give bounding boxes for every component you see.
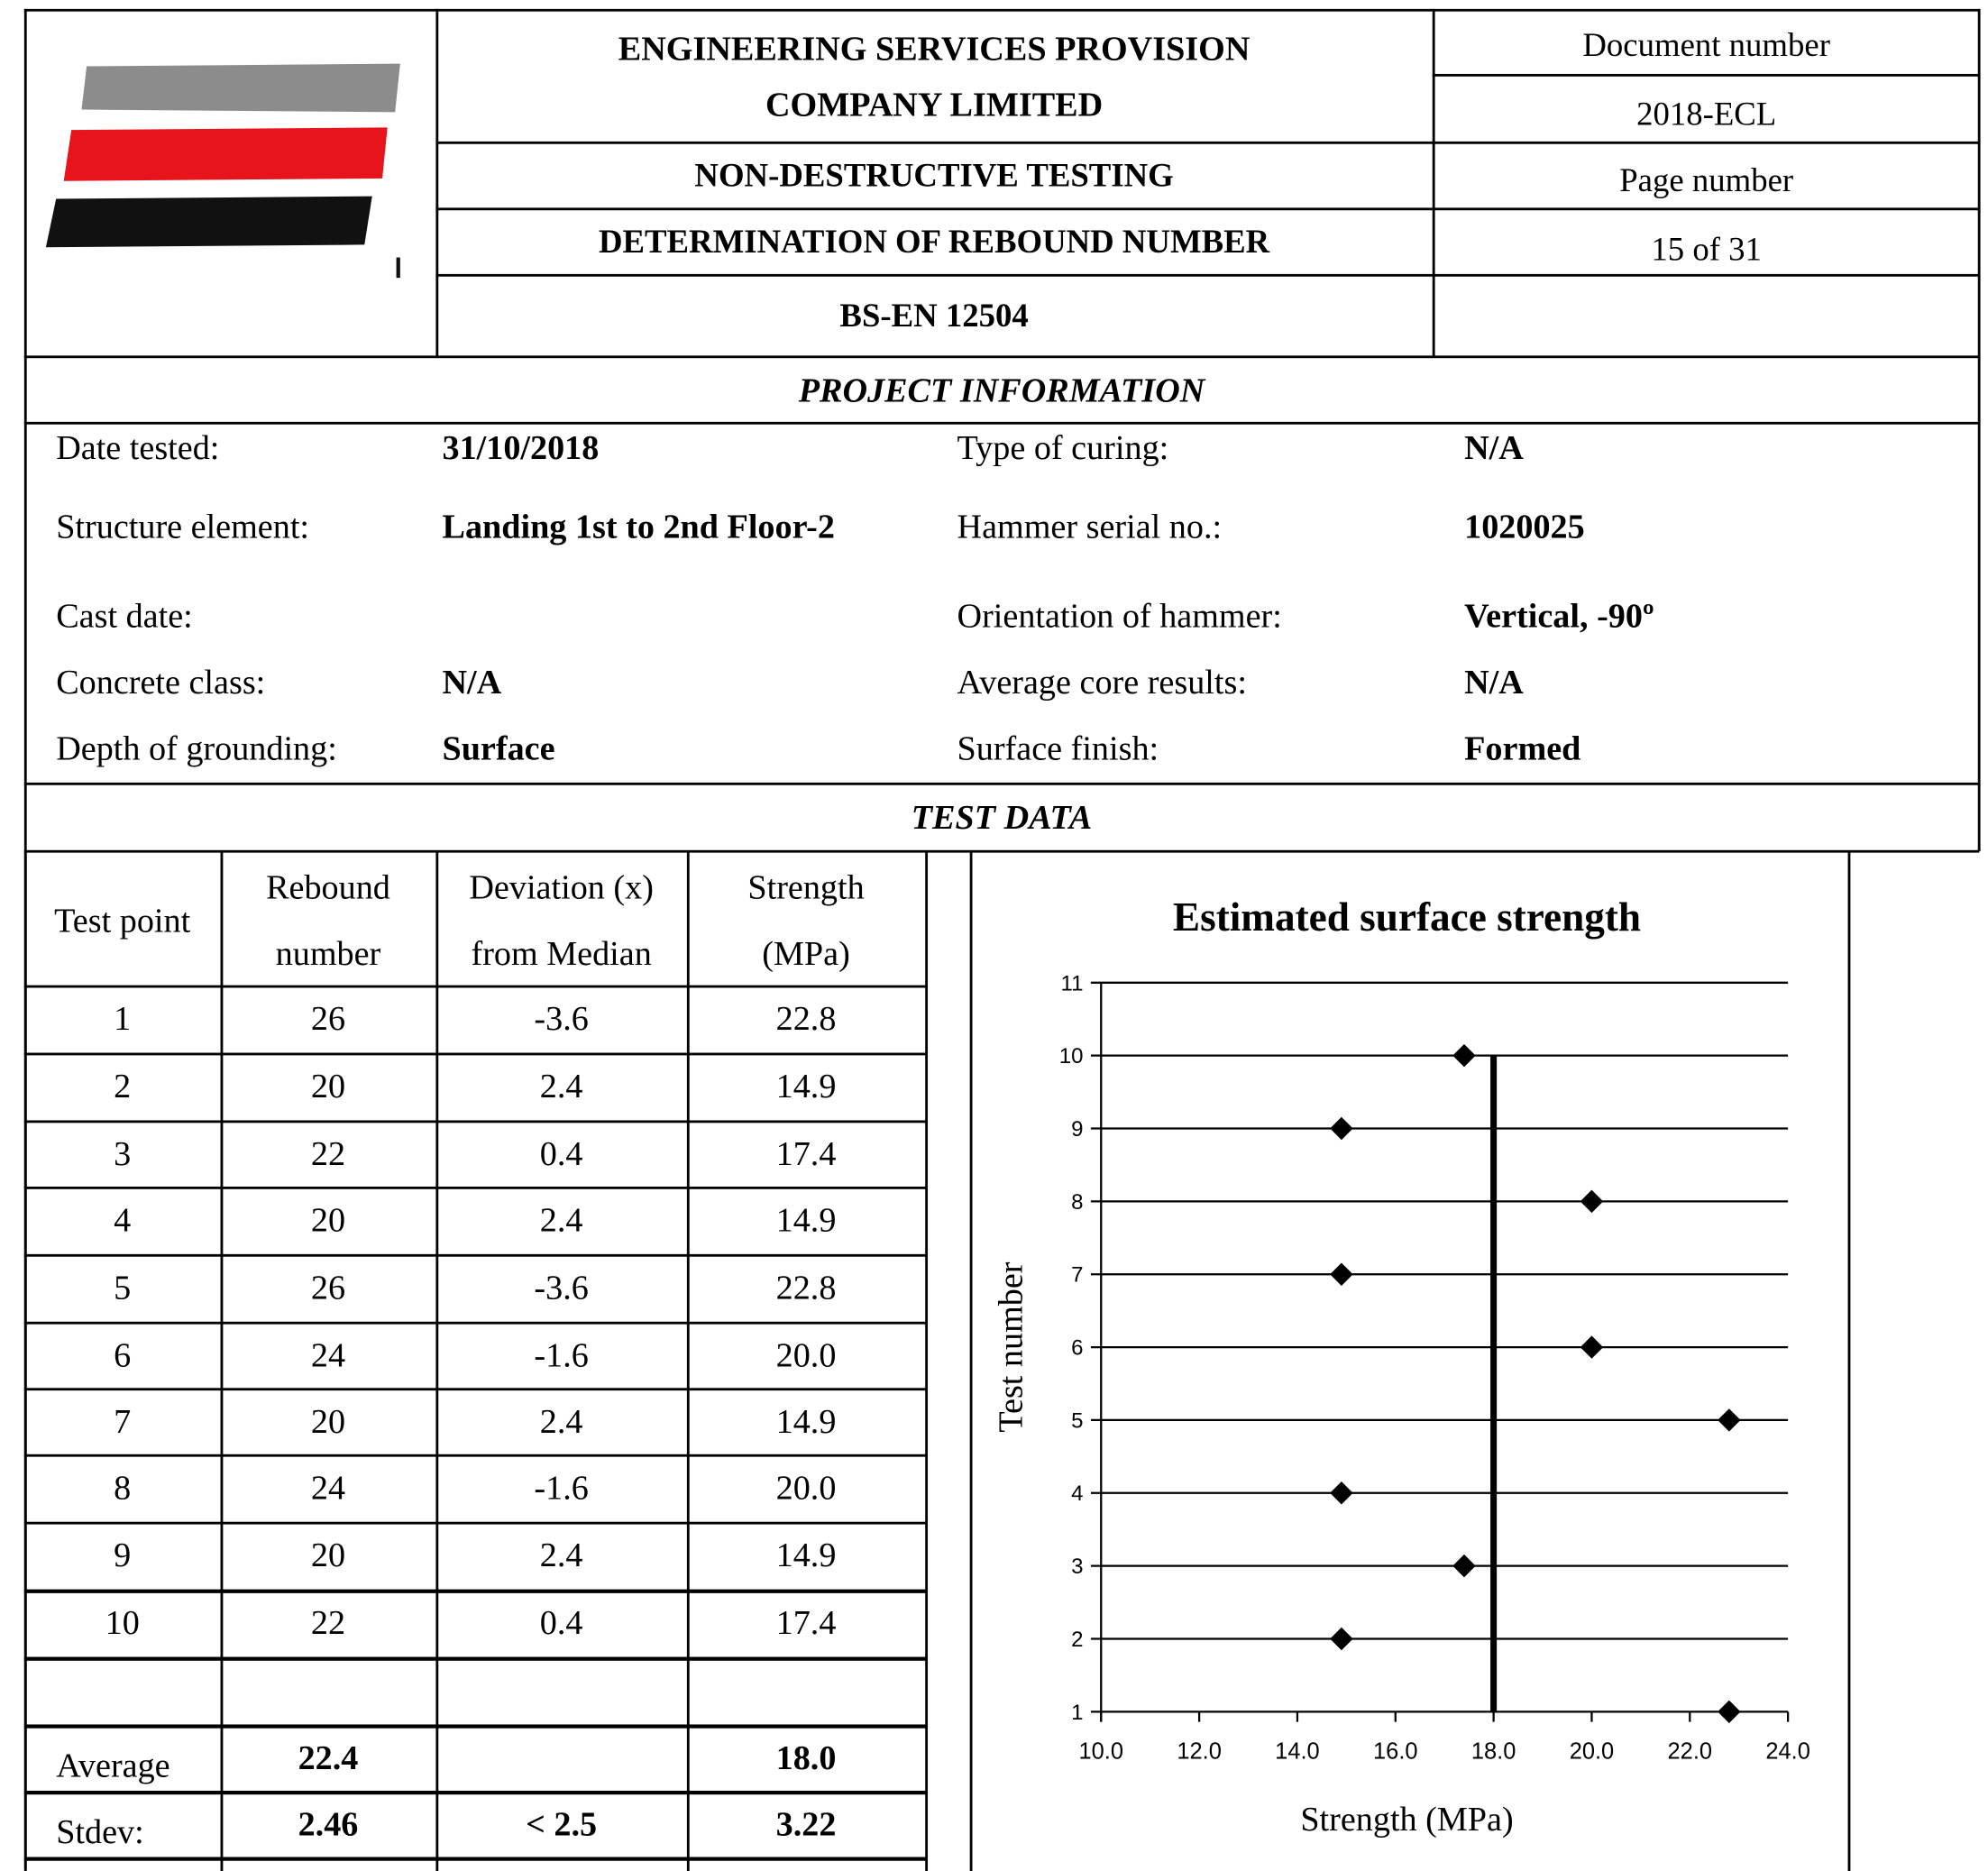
table-cell: 14.9: [775, 1067, 837, 1105]
table-cell: 8: [114, 1468, 132, 1507]
info-label: Concrete class:: [56, 663, 266, 702]
x-tick-label: 12.0: [1177, 1738, 1222, 1765]
divider: [24, 9, 1979, 12]
table-cell: 22: [310, 1134, 346, 1173]
x-tick-label: 22.0: [1667, 1738, 1713, 1765]
strength-chart: [971, 851, 1847, 1866]
x-tick-label: 18.0: [1470, 1738, 1516, 1765]
info-label: Type of curing:: [957, 427, 1169, 467]
table-cell: 2.4: [539, 1067, 583, 1105]
info-value: Formed: [1464, 729, 1581, 767]
column-header-line1: Strength: [747, 867, 865, 906]
table-cell: -1.6: [534, 1468, 589, 1507]
table-cell: 2.4: [539, 1536, 583, 1574]
data-point: [1718, 1408, 1740, 1431]
table-cell: 17.4: [775, 1134, 837, 1173]
table-cell: 22.8: [775, 999, 837, 1038]
data-point: [1330, 1117, 1352, 1140]
y-tick-label: 8: [1071, 1189, 1084, 1215]
info-label: Orientation of hammer:: [957, 596, 1282, 635]
y-tick-label: 11: [1060, 971, 1084, 996]
document-number: 2018-ECL: [1636, 96, 1777, 133]
info-value: Landing 1st to 2nd Floor-2: [442, 507, 835, 546]
section-title: NON-DESTRUCTIVE TESTING: [694, 156, 1174, 194]
x-tick-label: 16.0: [1373, 1738, 1418, 1765]
company-logo: [38, 51, 420, 287]
logo-bar-gray: [81, 64, 399, 113]
stdev-value: 3.22: [775, 1803, 837, 1843]
data-point: [1452, 1555, 1475, 1577]
data-point: [1330, 1481, 1352, 1504]
x-tick-label: 10.0: [1078, 1738, 1124, 1765]
procedure-title: DETERMINATION OF REBOUND NUMBER: [598, 223, 1270, 261]
x-axis-title: Strength (MPa): [1300, 1800, 1514, 1839]
table-cell: 20: [310, 1536, 346, 1574]
stdev-value: < 2.5: [526, 1803, 598, 1843]
company-name: [435, 18, 1432, 135]
y-tick-label: 1: [1071, 1700, 1084, 1725]
y-tick-label: 5: [1071, 1408, 1084, 1434]
table-cell: 20: [310, 1067, 346, 1105]
y-tick-label: 6: [1071, 1335, 1084, 1361]
table-cell: 26: [310, 1268, 346, 1307]
stdev-label: Stdev:: [56, 1811, 144, 1851]
table-divider: [24, 1857, 927, 1860]
info-label: Cast date:: [56, 596, 193, 635]
info-value: N/A: [1464, 427, 1524, 467]
info-label: Structure element:: [56, 507, 310, 546]
y-tick-label: 9: [1071, 1116, 1084, 1142]
table-cell: 14.9: [775, 1200, 837, 1239]
table-cell: 4: [114, 1200, 132, 1239]
standard-reference: BS-EN 12504: [839, 297, 1029, 335]
x-tick-label: 14.0: [1275, 1738, 1320, 1765]
column-header: [687, 854, 925, 986]
table-cell: 20: [310, 1401, 346, 1441]
company-name-line1: ENGINEERING SERVICES PROVISION: [618, 29, 1251, 68]
x-tick-label: 24.0: [1765, 1738, 1810, 1765]
y-tick-label: 4: [1071, 1481, 1084, 1507]
table-cell: 20.0: [775, 1335, 837, 1374]
project-information-heading: PROJECT INFORMATION: [798, 370, 1205, 409]
column-header-line2: from Median: [471, 933, 652, 972]
info-label: Date tested:: [56, 427, 220, 467]
info-label: Hammer serial no.:: [957, 507, 1223, 546]
table-cell: 2.4: [539, 1401, 583, 1441]
info-value: Vertical, -90º: [1464, 596, 1654, 635]
page-number: 15 of 31: [1651, 230, 1762, 268]
data-point: [1330, 1628, 1352, 1650]
y-tick-label: 10: [1058, 1044, 1084, 1069]
column-header-line2: (MPa): [762, 933, 850, 972]
info-label: Surface finish:: [957, 729, 1159, 767]
table-cell: 2: [114, 1067, 132, 1105]
page-number-label: Page number: [1619, 161, 1794, 199]
table-cell: 17.4: [775, 1603, 837, 1642]
info-value: N/A: [442, 663, 502, 702]
info-label: Average core results:: [957, 663, 1247, 702]
data-point: [1452, 1044, 1475, 1067]
table-cell: 2.4: [539, 1200, 583, 1239]
table-cell: 24: [310, 1335, 346, 1374]
stdev-value: 2.46: [298, 1803, 359, 1843]
table-cell: 20: [310, 1200, 346, 1239]
table-cell: 22.8: [775, 1268, 837, 1307]
y-tick-label: 3: [1071, 1555, 1084, 1580]
column-header: [221, 854, 436, 986]
column-header-line1: Rebound: [266, 867, 390, 906]
average-value: 18.0: [775, 1738, 837, 1776]
y-tick-label: 2: [1071, 1627, 1084, 1652]
table-cell: 6: [114, 1335, 132, 1374]
document-number-label: Document number: [1582, 26, 1830, 64]
info-value: 1020025: [1464, 507, 1585, 546]
table-cell: 9: [114, 1536, 132, 1574]
chart-title: Estimated surface strength: [1172, 894, 1642, 940]
company-name-line2: COMPANY LIMITED: [765, 85, 1104, 124]
info-value: 31/10/2018: [442, 427, 600, 467]
info-value: N/A: [1464, 663, 1524, 702]
logo-bar-black: [46, 197, 372, 248]
data-point: [1580, 1190, 1603, 1213]
y-axis-title: Test number: [992, 1261, 1031, 1433]
column-header: [435, 854, 686, 986]
table-cell: 26: [310, 999, 346, 1038]
table-divider: [24, 1657, 927, 1661]
column-header: [24, 854, 221, 986]
table-cell: 0.4: [539, 1603, 583, 1642]
table-cell: 1: [114, 999, 132, 1038]
data-point: [1330, 1262, 1352, 1285]
average-label: Average: [56, 1746, 170, 1784]
column-header-line2: number: [275, 933, 381, 972]
average-value: [435, 1724, 686, 1791]
table-cell: 14.9: [775, 1401, 837, 1441]
y-tick-label: 7: [1071, 1262, 1084, 1288]
table-cell: 5: [114, 1268, 132, 1307]
table-divider: [925, 851, 928, 1871]
logo-bar-red: [64, 127, 388, 180]
average-value: 22.4: [298, 1738, 359, 1776]
table-cell: -1.6: [534, 1335, 589, 1374]
info-value: Surface: [442, 729, 555, 767]
data-point: [1718, 1701, 1740, 1723]
table-cell: 10: [105, 1603, 140, 1642]
data-point: [1580, 1335, 1603, 1358]
table-cell: 22: [310, 1603, 346, 1642]
divider: [1848, 851, 1851, 1871]
table-cell: 14.9: [775, 1536, 837, 1574]
table-cell: -3.6: [534, 999, 589, 1038]
table-cell: 20.0: [775, 1468, 837, 1507]
column-header-line1: Test point: [54, 900, 191, 940]
table-cell: 3: [114, 1134, 132, 1173]
table-cell: 7: [114, 1401, 132, 1441]
table-cell: -3.6: [534, 1268, 589, 1307]
x-tick-label: 20.0: [1569, 1738, 1615, 1765]
table-cell: 24: [310, 1468, 346, 1507]
table-cell: 0.4: [539, 1134, 583, 1173]
info-label: Depth of grounding:: [56, 729, 337, 767]
column-header-line1: Deviation (x): [469, 867, 654, 906]
test-data-heading: TEST DATA: [911, 797, 1093, 836]
